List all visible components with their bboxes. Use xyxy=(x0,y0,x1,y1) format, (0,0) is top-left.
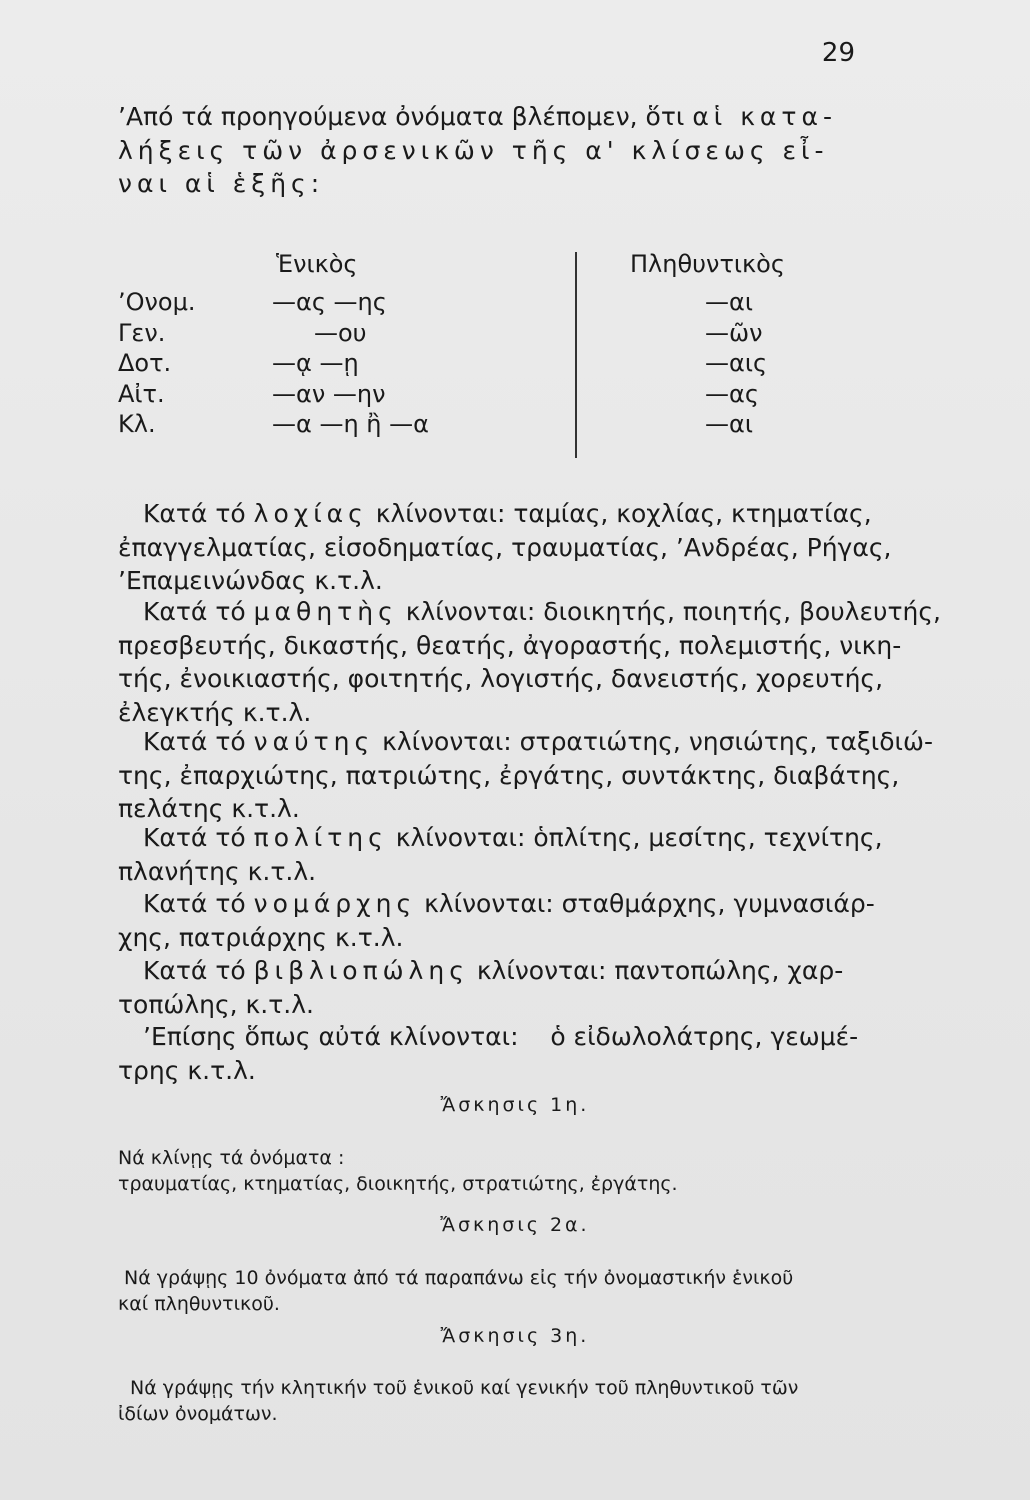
case-names-column xyxy=(118,287,228,440)
line: τρης κ.τ.λ. xyxy=(118,1055,256,1085)
paragraph-politis xyxy=(118,821,893,888)
singular-ending: —ᾳ —ῃ xyxy=(272,349,359,377)
paragraph-naftis xyxy=(118,725,933,826)
paragraph-lochias xyxy=(118,497,893,598)
line: Νά γράψῃς τήν κλητικήν τοῦ ἑνικοῦ καί γενικήν τοῦ πληθυντικοῦ τῶν xyxy=(130,1377,799,1399)
line: πρεσβευτής, δικαστής, θεατής, ἀγοραστής, πολεμιστής, νικη- xyxy=(118,630,902,660)
paragraph-mathitis xyxy=(118,595,941,729)
intro-line-2: λήξεις τῶν ἀρσενικῶν τῆς α' κλίσεως εἶ- xyxy=(118,135,829,165)
plural-header: Πληθυντικὸς xyxy=(630,250,785,278)
table-divider xyxy=(575,252,577,458)
singular-ending: —αν —ην xyxy=(272,379,386,408)
case-name: ’Ονομ. xyxy=(118,288,196,316)
case-name: Αἰτ. xyxy=(118,379,165,408)
paragraph-nomarchis xyxy=(118,887,893,954)
exercise-1-text xyxy=(118,1145,908,1197)
line: ἐπαγγελματίας, εἰσοδηματίας, τραυματίας, ’Ανδρέας, Ρήγας, xyxy=(118,532,892,562)
line: της, ἐπαρχιώτης, πατριώτης, ἐργάτης, συντάκτης, διαβάτης, xyxy=(118,760,900,790)
singular-header: Ἑνικὸς xyxy=(276,250,358,278)
exercise-1-title: Ἄσκησις 1η. xyxy=(440,1094,590,1116)
line: πελάτης κ.τ.λ. xyxy=(118,794,300,823)
page-number: 29 xyxy=(821,38,855,68)
line: πλανήτης κ.τ.λ. xyxy=(118,856,317,886)
intro-line-1: ’Από τά προηγούμενα ὀνόματα βλέπομεν, ὅτι αἱ κατα- xyxy=(118,102,837,131)
plural-ending: —αις xyxy=(705,349,768,377)
singular-endings-column xyxy=(272,287,532,440)
exercise-2-title: Ἄσκησις 2α. xyxy=(440,1214,590,1236)
paragraph-episis xyxy=(118,1020,893,1087)
case-name: Γεν. xyxy=(118,318,166,347)
line: ’Επίσης ὅπως αὐτά κλίνονται: ὁ εἰδωλολάτρης, γεωμέ- xyxy=(143,1022,859,1051)
line: τής, ἐνοικιαστής, φοιτητής, λογιστής, δανειστής, χορευτής, xyxy=(118,664,884,693)
plural-ending: —αι xyxy=(705,410,753,438)
plural-ending: —ῶν xyxy=(705,318,763,347)
line: καί πληθυντικοῦ. xyxy=(118,1293,280,1315)
line: Κατά τό νομάρχης κλίνονται: σταθμάρχης, γυμνασιάρ- xyxy=(143,889,875,918)
line: Νά γράψῃς 10 ὀνόματα ἀπό τά παραπάνω εἰς τήν ὀνομαστικήν ἑνικοῦ xyxy=(124,1267,794,1289)
line: τοπώλης, κ.τ.λ. xyxy=(118,989,314,1019)
line: Κατά τό βιβλιοπώλης κλίνονται: παντοπώλης, χαρ- xyxy=(143,956,844,985)
plural-ending: —αι xyxy=(705,288,753,316)
line: ἰδίων ὀνομάτων. xyxy=(118,1403,278,1425)
case-name: Κλ. xyxy=(118,410,156,438)
intro-paragraph xyxy=(118,100,893,201)
line: Κατά τό λοχίας κλίνονται: ταμίας, κοχλίας, κτηματίας, xyxy=(143,499,872,528)
line: Νά κλίνῃς τά ὀνόματα : xyxy=(118,1147,345,1169)
paragraph-vivliopolis xyxy=(118,954,893,1021)
line: τραυματίας, κτηματίας, διοικητής, στρατιώτης, ἐργάτης. xyxy=(118,1173,678,1195)
plural-ending: —ας xyxy=(705,379,759,408)
intro-line-3: ναι αἱ ἑξῆς: xyxy=(118,169,325,198)
singular-ending: —ου xyxy=(314,318,367,347)
exercise-3-title: Ἄσκησις 3η. xyxy=(440,1325,590,1347)
plural-endings-column xyxy=(705,287,855,440)
singular-ending: —α —η ἢ —α xyxy=(272,410,429,438)
line: Κατά τό ναύτης κλίνονται: στρατιώτης, νησιώτης, ταξιδιώ- xyxy=(143,727,933,756)
line: Κατά τό μαθητὴς κλίνονται: διοικητής, ποιητής, βουλευτής, xyxy=(143,597,941,626)
singular-ending: —ας —ης xyxy=(272,288,387,316)
case-name: Δοτ. xyxy=(118,349,172,377)
line: χης, πατριάρχης κ.τ.λ. xyxy=(118,922,404,952)
line: ’Επαμεινώνδας κ.τ.λ. xyxy=(118,566,383,595)
line: Κατά τό πολίτης κλίνονται: ὁπλίτης, μεσίτης, τεχνίτης, xyxy=(143,823,883,852)
line: ἐλεγκτής κ.τ.λ. xyxy=(118,697,312,727)
exercise-3-text xyxy=(118,1375,908,1427)
exercise-2-text xyxy=(118,1265,908,1317)
